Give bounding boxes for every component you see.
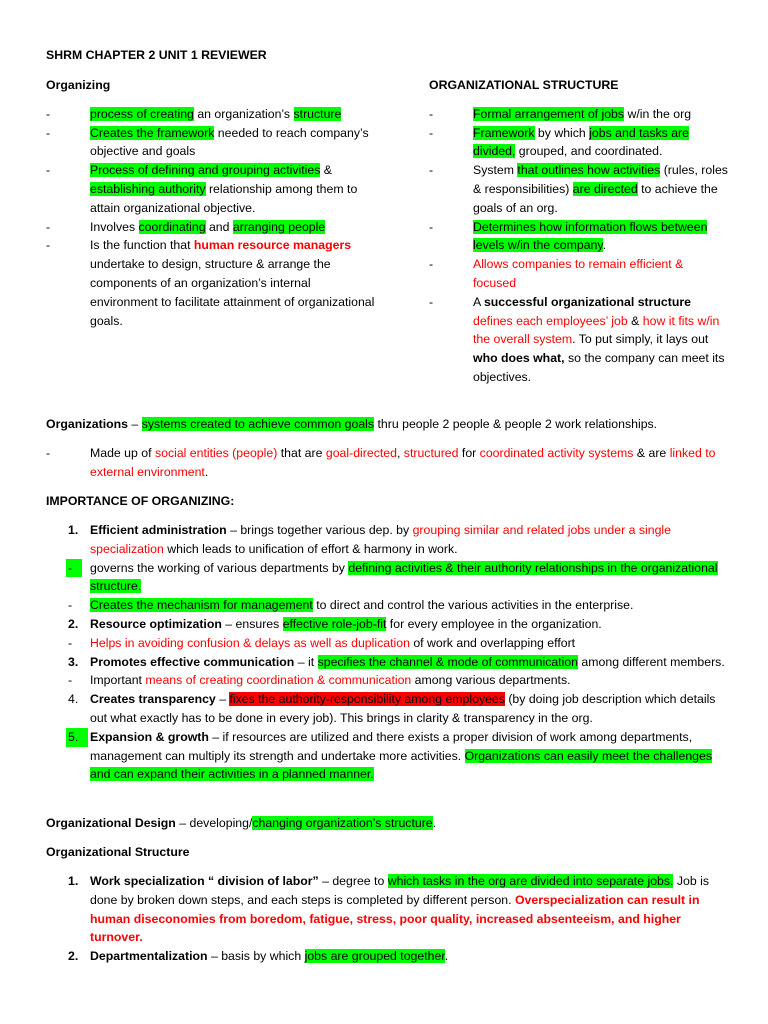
list-marker: 2. xyxy=(68,949,79,964)
text-run: grouped, and coordinated. xyxy=(515,144,663,159)
text-run: . xyxy=(204,464,209,479)
list-item xyxy=(429,218,729,256)
text-run: Creates the framework xyxy=(90,125,215,140)
list-marker: 4. xyxy=(68,692,79,707)
text-run: are directed xyxy=(572,181,638,196)
text-run: changing organization’s structure xyxy=(252,816,433,830)
text-run: Important xyxy=(90,673,146,688)
text-run: – degree to xyxy=(318,874,388,888)
text-run: Made up of xyxy=(90,446,155,460)
text-run: Is the function that xyxy=(90,238,194,253)
list-item xyxy=(46,559,726,597)
organizing-column xyxy=(46,76,376,330)
text-run: defines each employees’ job xyxy=(473,313,628,328)
list-item xyxy=(429,124,729,162)
list-marker: 1. xyxy=(68,523,79,537)
text-run: structure xyxy=(293,106,342,121)
text-run: undertake to design, structure & arrange the components of an organization’s internal environment to facilitate attainment of organizational goals. xyxy=(90,257,375,328)
text-run: effective role-job-fit xyxy=(282,616,387,631)
text-run: Departmentalization xyxy=(90,949,208,964)
list-item xyxy=(46,872,726,947)
text-run: Organizational Design xyxy=(46,816,176,830)
text-run: needed to reach company’s objective and goals xyxy=(90,125,369,159)
text-run: grouping similar and related jobs under a single specialization xyxy=(90,523,671,556)
text-run: – xyxy=(215,692,230,707)
list-marker: - xyxy=(66,559,82,578)
text-run: goal-directed xyxy=(325,446,397,460)
text-run: Resource optimization xyxy=(90,616,222,631)
org-structure-types-list xyxy=(46,872,726,966)
text-run: Creates the mechanism for management xyxy=(90,598,313,613)
text-run: defining activities & their authority relationships in the organizational structure. xyxy=(90,560,718,594)
org-structure-column xyxy=(429,76,729,387)
text-run: for every employee in the organization. xyxy=(386,616,602,631)
importance-list xyxy=(46,521,726,784)
document-title: SHRM CHAPTER 2 UNIT 1 REVIEWER xyxy=(46,48,267,62)
text-run: process of creating xyxy=(90,106,194,121)
list-item xyxy=(46,728,726,784)
text-run: means of creating coordination & communication xyxy=(145,673,412,688)
org-structure-types-section xyxy=(46,872,726,966)
text-run: who does what, xyxy=(473,351,565,366)
text-run: of work and overlapping effort xyxy=(409,635,576,650)
list-item xyxy=(46,634,726,653)
list-item xyxy=(46,444,726,482)
text-run: and xyxy=(205,219,233,234)
text-run: Allows companies to remain efficient & focused xyxy=(473,257,684,290)
list-item xyxy=(46,653,726,672)
list-marker: 2. xyxy=(68,616,79,631)
organizations-list xyxy=(46,444,726,482)
text-run: . xyxy=(602,238,607,253)
organizing-heading: Organizing xyxy=(46,78,111,92)
text-run: Expansion & growth xyxy=(90,729,209,744)
text-run: (by doing job description which details out what exactly has to be done in every job). This brings in clarity & transparency in the org. xyxy=(90,692,716,725)
text-run: arranging people xyxy=(232,219,326,234)
text-run: . xyxy=(432,816,437,830)
text-run: Organizations xyxy=(46,417,128,431)
list-item xyxy=(46,124,376,162)
text-run: an organization’s xyxy=(193,106,294,121)
text-run: . To put simply, it lays out xyxy=(572,332,709,347)
text-run: – ensures xyxy=(221,616,283,631)
text-run: Creates transparency xyxy=(90,692,216,707)
text-run: Work specialization “ division of labor” xyxy=(90,874,319,888)
text-run: thru people 2 people & people 2 work relationships. xyxy=(374,417,658,431)
org-design-definition xyxy=(46,814,726,833)
text-run: & xyxy=(627,313,643,328)
text-run: – if resources are utilized and there exists a proper division of work among departments, management can multiply its strength and undertake more activities. xyxy=(90,729,693,763)
text-run: Determines how information flows between levels w/in the company xyxy=(473,219,708,253)
text-run: so the company can meet its objectives. xyxy=(473,351,725,384)
list-item xyxy=(46,596,726,615)
text-run: successful organizational structure xyxy=(483,294,692,309)
text-run: – brings together various dep. by xyxy=(226,523,413,537)
text-run: – it xyxy=(294,654,318,669)
text-run: systems created to achieve common goals xyxy=(141,417,375,431)
text-run: Promotes effective communication xyxy=(90,654,295,669)
text-run: to direct and control the various activities in the enterprise. xyxy=(312,598,634,613)
text-run: – xyxy=(128,417,142,431)
text-run: Involves xyxy=(90,219,139,234)
text-run: & xyxy=(320,163,332,178)
text-run: – developing/ xyxy=(175,816,253,830)
text-run: Framework xyxy=(473,125,535,140)
organizing-list xyxy=(46,105,376,331)
text-run: . xyxy=(444,949,449,964)
text-run: by which xyxy=(534,125,590,140)
organizations-definition xyxy=(46,415,726,434)
text-run: for xyxy=(458,446,480,460)
list-item xyxy=(46,236,376,330)
importance-heading: IMPORTANCE OF ORGANIZING: xyxy=(46,494,235,508)
text-run: Overspecialization can result in human diseconomies from boredom, fatigue, stress, poor quality, increased absenteeism, and higher turnover. xyxy=(90,892,700,945)
list-item xyxy=(429,293,729,387)
text-run: structured xyxy=(403,446,459,460)
list-marker: 5. xyxy=(66,728,88,747)
text-run: how it fits w/in the overall system xyxy=(473,313,720,347)
text-run: Formal arrangement of jobs xyxy=(473,106,625,121)
text-run: which tasks in the org are divided into separate jobs. xyxy=(387,874,674,888)
text-run: (rules, roles & responsibilities) xyxy=(473,163,728,196)
list-item xyxy=(46,105,376,124)
text-run: which leads to unification of effort & harmony in work. xyxy=(163,541,458,556)
list-item xyxy=(429,105,729,124)
list-item xyxy=(46,161,376,217)
text-run: w/in the org xyxy=(624,106,692,121)
text-run: Helps in avoiding confusion & delays as well as duplication xyxy=(90,635,410,650)
text-run: that are xyxy=(277,446,326,460)
list-item xyxy=(429,161,729,217)
text-run: social entities (people) xyxy=(154,446,278,460)
text-run: among different members. xyxy=(578,654,725,669)
text-run: System xyxy=(473,163,518,178)
text-run: – basis by which xyxy=(207,949,305,964)
importance-section xyxy=(46,521,726,784)
text-run: human resource managers xyxy=(193,238,352,253)
list-item xyxy=(46,521,726,559)
text-run: Job is done by broken down steps, and each steps is completed by different person. xyxy=(90,874,710,907)
list-marker: - xyxy=(68,635,73,650)
list-marker: 3. xyxy=(68,654,79,669)
text-run: governs the working of various departments by xyxy=(90,560,349,575)
text-run: , xyxy=(396,446,404,460)
text-run: Process of defining and grouping activities xyxy=(90,163,321,178)
list-item xyxy=(429,255,729,293)
text-run: Efficient administration xyxy=(90,523,227,537)
text-run: that outlines how activities xyxy=(517,163,661,178)
text-run: Organizations can easily meet the challenges and can expand their activities in a planned manner. xyxy=(90,748,713,782)
text-run: fixes the authority-responsibility among employees xyxy=(229,692,505,707)
list-item xyxy=(46,671,726,690)
list-marker: - xyxy=(68,598,73,613)
org-structure-list xyxy=(429,105,729,387)
list-marker: 1. xyxy=(68,874,79,888)
list-marker: - xyxy=(68,673,73,688)
text-run: to achieve the goals of an org. xyxy=(473,181,718,215)
org-structure-heading: ORGANIZATIONAL STRUCTURE xyxy=(429,78,619,92)
text-run: linked to external environment xyxy=(90,446,716,479)
list-item xyxy=(46,690,726,728)
text-run: jobs and tasks are divided, xyxy=(473,125,689,159)
organizations-subsection xyxy=(46,444,726,482)
text-run: coordinating xyxy=(138,219,206,234)
text-run: A xyxy=(473,294,484,309)
list-item xyxy=(46,947,726,966)
list-item xyxy=(46,218,376,237)
org-structure-list-heading: Organizational Structure xyxy=(46,845,190,859)
text-run: coordinated activity systems xyxy=(479,446,634,460)
text-run: jobs are grouped together xyxy=(304,949,445,964)
text-run: among various departments. xyxy=(411,673,571,688)
text-run: relationship among them to attain organizational objective. xyxy=(90,181,358,215)
list-item xyxy=(46,615,726,634)
text-run: specifies the channel & mode of communication xyxy=(317,654,579,669)
text-run: & are xyxy=(633,446,670,460)
text-run: establishing authority xyxy=(90,181,206,196)
